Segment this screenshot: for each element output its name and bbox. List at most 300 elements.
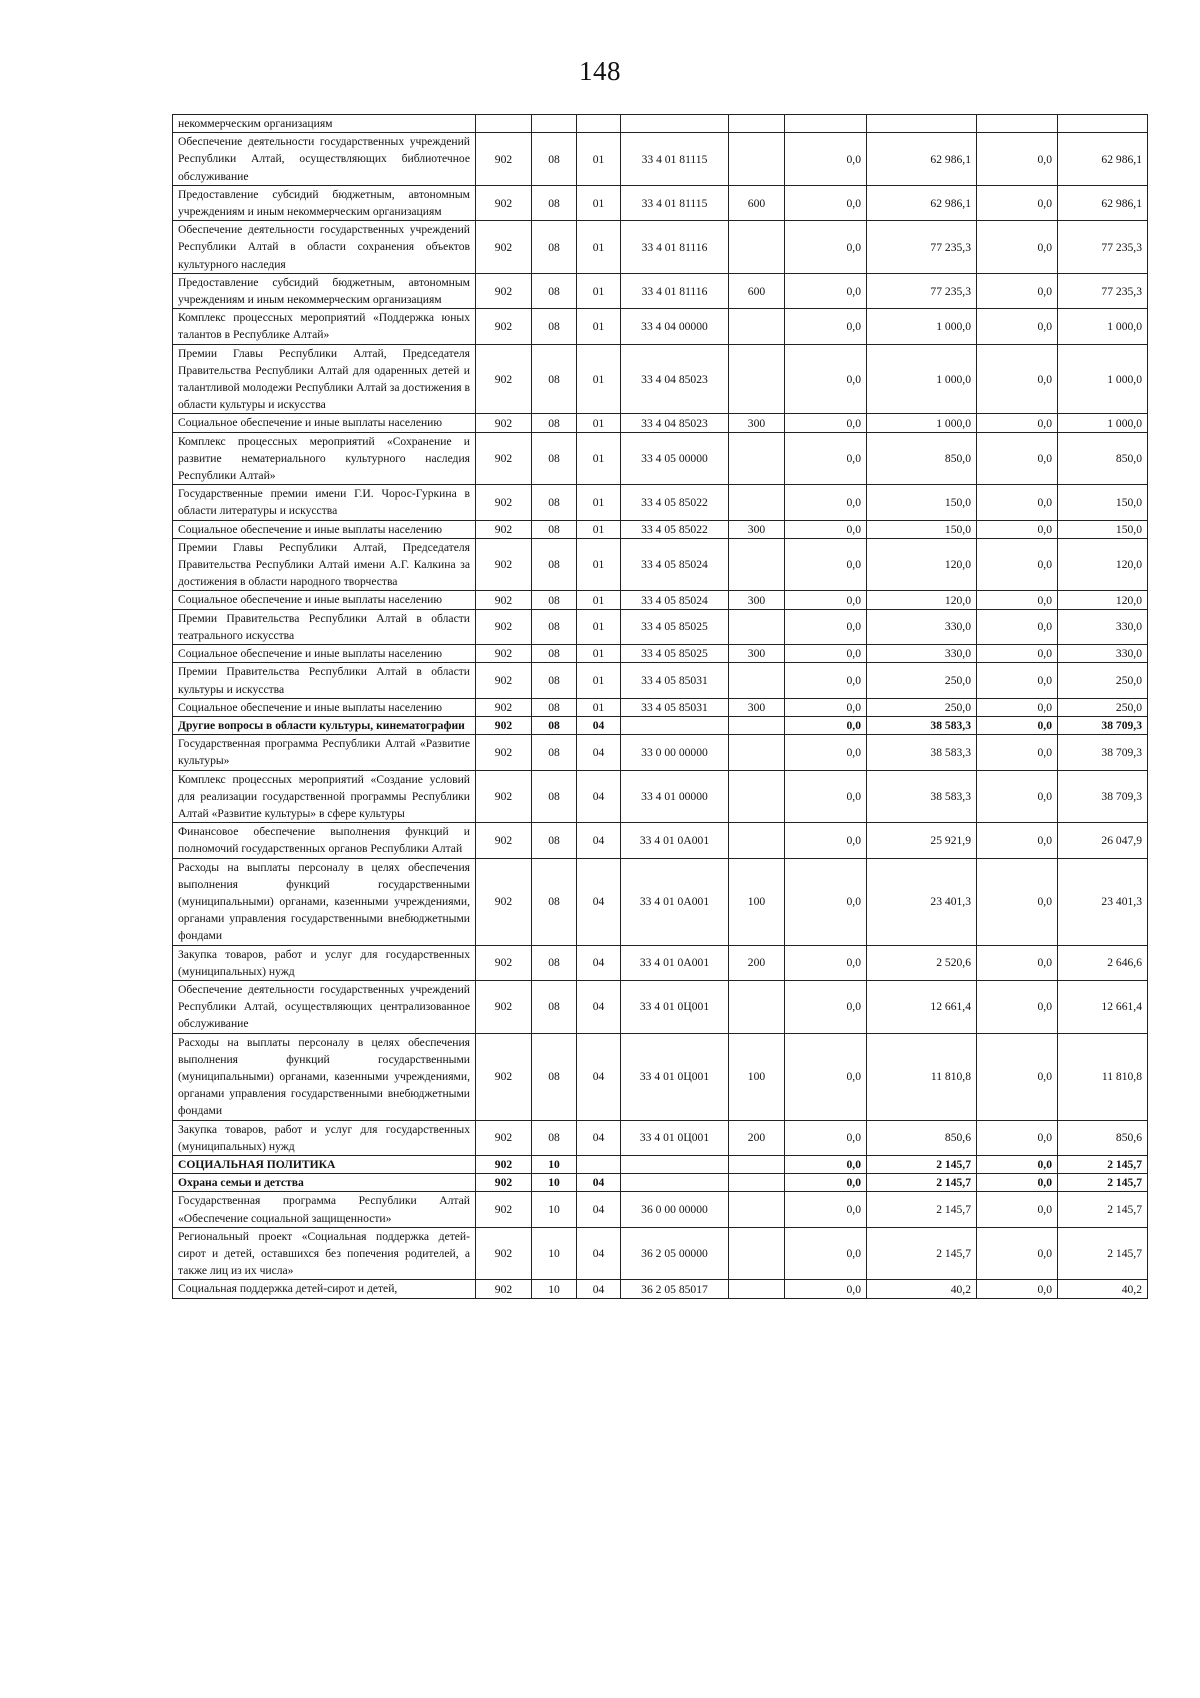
amount-1-cell: 0,0 (785, 485, 867, 520)
target-item-cell: 33 4 01 81116 (621, 273, 729, 308)
section-code-cell: 08 (532, 485, 577, 520)
target-item-cell: 33 4 05 85022 (621, 520, 729, 538)
ministry-code-cell: 902 (476, 414, 532, 432)
amount-2-cell: 25 921,9 (867, 823, 977, 858)
target-item-cell: 33 4 05 85031 (621, 698, 729, 716)
amount-4-cell: 11 810,8 (1058, 1033, 1148, 1120)
expense-type-cell (729, 221, 785, 274)
section-code-cell: 08 (532, 823, 577, 858)
amount-1-cell: 0,0 (785, 1174, 867, 1192)
amount-1-cell: 0,0 (785, 1192, 867, 1227)
row-name-cell: Региональный проект «Социальная поддержка детей-сирот и детей, оставшихся без попечения родителей, а также лиц из их числа» (173, 1227, 476, 1280)
amount-4-cell: 38 709,3 (1058, 770, 1148, 823)
section-code-cell: 08 (532, 221, 577, 274)
amount-1-cell: 0,0 (785, 344, 867, 414)
amount-1-cell: 0,0 (785, 698, 867, 716)
expense-type-cell: 600 (729, 185, 785, 220)
table-row (173, 1192, 1148, 1227)
amount-4-cell (1058, 115, 1148, 133)
expense-type-cell: 300 (729, 591, 785, 609)
subsection-code-cell: 01 (577, 133, 621, 186)
amount-4-cell: 150,0 (1058, 520, 1148, 538)
row-name-cell: Социальное обеспечение и иные выплаты населению (173, 414, 476, 432)
amount-2-cell: 2 145,7 (867, 1155, 977, 1173)
amount-1-cell: 0,0 (785, 735, 867, 770)
target-item-cell: 33 4 01 0Ц001 (621, 1120, 729, 1155)
table-row (173, 591, 1148, 609)
table-row (173, 980, 1148, 1033)
table-row (173, 858, 1148, 945)
expense-type-cell: 300 (729, 414, 785, 432)
section-code-cell: 08 (532, 344, 577, 414)
amount-3-cell: 0,0 (977, 1192, 1058, 1227)
subsection-code-cell (577, 1155, 621, 1173)
ministry-code-cell: 902 (476, 538, 532, 591)
subsection-code-cell: 01 (577, 414, 621, 432)
table-row (173, 414, 1148, 432)
row-name-cell: Государственная программа Республики Алтай «Развитие культуры» (173, 735, 476, 770)
table-row (173, 344, 1148, 414)
expense-type-cell (729, 823, 785, 858)
table-row (173, 1227, 1148, 1280)
target-item-cell: 33 4 01 0Ц001 (621, 1033, 729, 1120)
row-name-cell: Социальное обеспечение и иные выплаты населению (173, 591, 476, 609)
expense-type-cell (729, 663, 785, 698)
amount-4-cell: 2 646,6 (1058, 945, 1148, 980)
expense-type-cell (729, 735, 785, 770)
amount-1-cell: 0,0 (785, 645, 867, 663)
amount-4-cell: 330,0 (1058, 645, 1148, 663)
amount-2-cell: 330,0 (867, 609, 977, 644)
subsection-code-cell: 04 (577, 1033, 621, 1120)
section-code-cell: 08 (532, 645, 577, 663)
target-item-cell: 33 4 04 85023 (621, 344, 729, 414)
amount-1-cell: 0,0 (785, 1280, 867, 1298)
amount-2-cell: 77 235,3 (867, 221, 977, 274)
ministry-code-cell: 902 (476, 309, 532, 344)
amount-3-cell: 0,0 (977, 1174, 1058, 1192)
table-row (173, 1155, 1148, 1173)
expense-type-cell (729, 1280, 785, 1298)
table-row (173, 1174, 1148, 1192)
subsection-code-cell: 04 (577, 945, 621, 980)
table-row (173, 185, 1148, 220)
row-name-cell: Расходы на выплаты персоналу в целях обеспечения выполнения функций государственными (муниципальными) органами, казенными учреждениями, органами управления государственными внебюджетными фондами (173, 858, 476, 945)
amount-3-cell: 0,0 (977, 520, 1058, 538)
amount-3-cell: 0,0 (977, 823, 1058, 858)
amount-4-cell: 120,0 (1058, 591, 1148, 609)
amount-2-cell: 62 986,1 (867, 185, 977, 220)
ministry-code-cell: 902 (476, 221, 532, 274)
target-item-cell: 33 4 01 00000 (621, 770, 729, 823)
amount-4-cell: 12 661,4 (1058, 980, 1148, 1033)
row-name-cell: Социальное обеспечение и иные выплаты населению (173, 645, 476, 663)
ministry-code-cell: 902 (476, 823, 532, 858)
ministry-code-cell: 902 (476, 485, 532, 520)
subsection-code-cell: 01 (577, 344, 621, 414)
amount-3-cell: 0,0 (977, 538, 1058, 591)
amount-4-cell: 850,0 (1058, 432, 1148, 485)
amount-4-cell: 120,0 (1058, 538, 1148, 591)
amount-4-cell: 62 986,1 (1058, 185, 1148, 220)
amount-3-cell: 0,0 (977, 609, 1058, 644)
table-row (173, 645, 1148, 663)
target-item-cell (621, 716, 729, 734)
amount-2-cell: 1 000,0 (867, 414, 977, 432)
section-code-cell: 08 (532, 309, 577, 344)
amount-3-cell: 0,0 (977, 945, 1058, 980)
row-name-cell: Закупка товаров, работ и услуг для государственных (муниципальных) нужд (173, 945, 476, 980)
table-row (173, 520, 1148, 538)
amount-3-cell: 0,0 (977, 432, 1058, 485)
subsection-code-cell: 01 (577, 645, 621, 663)
amount-4-cell: 23 401,3 (1058, 858, 1148, 945)
amount-2-cell: 150,0 (867, 485, 977, 520)
amount-4-cell: 850,6 (1058, 1120, 1148, 1155)
ministry-code-cell: 902 (476, 770, 532, 823)
expense-type-cell (729, 538, 785, 591)
row-name-cell: Предоставление субсидий бюджетным, автономным учреждениям и иным некоммерческим организациям (173, 273, 476, 308)
amount-1-cell: 0,0 (785, 823, 867, 858)
section-code-cell: 10 (532, 1192, 577, 1227)
amount-1-cell: 0,0 (785, 1227, 867, 1280)
table-row (173, 698, 1148, 716)
target-item-cell: 33 4 05 85025 (621, 645, 729, 663)
expense-type-cell (729, 133, 785, 186)
expense-type-cell (729, 980, 785, 1033)
amount-2-cell: 11 810,8 (867, 1033, 977, 1120)
row-name-cell: Охрана семьи и детства (173, 1174, 476, 1192)
table-row (173, 538, 1148, 591)
section-code-cell: 08 (532, 945, 577, 980)
subsection-code-cell: 01 (577, 591, 621, 609)
amount-3-cell: 0,0 (977, 133, 1058, 186)
ministry-code-cell: 902 (476, 273, 532, 308)
amount-3-cell: 0,0 (977, 770, 1058, 823)
amount-3-cell: 0,0 (977, 309, 1058, 344)
row-name-cell: СОЦИАЛЬНАЯ ПОЛИТИКА (173, 1155, 476, 1173)
ministry-code-cell: 902 (476, 1033, 532, 1120)
section-code-cell: 08 (532, 980, 577, 1033)
amount-3-cell: 0,0 (977, 1120, 1058, 1155)
budget-table (172, 114, 1148, 1299)
amount-1-cell: 0,0 (785, 1120, 867, 1155)
subsection-code-cell: 04 (577, 735, 621, 770)
section-code-cell: 08 (532, 858, 577, 945)
subsection-code-cell: 04 (577, 770, 621, 823)
section-code-cell: 08 (532, 1120, 577, 1155)
expense-type-cell (729, 432, 785, 485)
section-code-cell: 10 (532, 1155, 577, 1173)
expense-type-cell (729, 115, 785, 133)
table-row (173, 716, 1148, 734)
amount-3-cell: 0,0 (977, 980, 1058, 1033)
ministry-code-cell: 902 (476, 1120, 532, 1155)
section-code-cell: 10 (532, 1174, 577, 1192)
amount-4-cell: 250,0 (1058, 698, 1148, 716)
section-code-cell: 08 (532, 414, 577, 432)
subsection-code-cell: 01 (577, 273, 621, 308)
amount-3-cell: 0,0 (977, 344, 1058, 414)
row-name-cell: Социальное обеспечение и иные выплаты населению (173, 698, 476, 716)
amount-1-cell: 0,0 (785, 770, 867, 823)
amount-1-cell: 0,0 (785, 538, 867, 591)
amount-4-cell: 2 145,7 (1058, 1227, 1148, 1280)
amount-2-cell: 38 583,3 (867, 735, 977, 770)
row-name-cell: Комплекс процессных мероприятий «Создание условий для реализации государственной программы Республики Алтай «Развитие культуры» в сфере культуры (173, 770, 476, 823)
row-name-cell: Обеспечение деятельности государственных учреждений Республики Алтай в области сохранения объектов культурного наследия (173, 221, 476, 274)
ministry-code-cell: 902 (476, 645, 532, 663)
row-name-cell: Премии Правительства Республики Алтай в области театрального искусства (173, 609, 476, 644)
amount-2-cell: 850,6 (867, 1120, 977, 1155)
subsection-code-cell: 04 (577, 980, 621, 1033)
amount-2-cell: 2 145,7 (867, 1227, 977, 1280)
amount-3-cell: 0,0 (977, 698, 1058, 716)
amount-2-cell: 1 000,0 (867, 309, 977, 344)
section-code-cell: 08 (532, 185, 577, 220)
table-row (173, 770, 1148, 823)
row-name-cell: некоммерческим организациям (173, 115, 476, 133)
subsection-code-cell (577, 115, 621, 133)
ministry-code-cell: 902 (476, 609, 532, 644)
amount-4-cell: 1 000,0 (1058, 309, 1148, 344)
subsection-code-cell: 01 (577, 663, 621, 698)
target-item-cell: 33 4 05 85031 (621, 663, 729, 698)
amount-2-cell: 23 401,3 (867, 858, 977, 945)
amount-4-cell: 1 000,0 (1058, 344, 1148, 414)
row-name-cell: Социальное обеспечение и иные выплаты населению (173, 520, 476, 538)
table-row (173, 945, 1148, 980)
amount-3-cell: 0,0 (977, 273, 1058, 308)
row-name-cell: Другие вопросы в области культуры, кинематографии (173, 716, 476, 734)
row-name-cell: Комплекс процессных мероприятий «Сохранение и развитие нематериального культурного наследия Республики Алтай» (173, 432, 476, 485)
expense-type-cell (729, 1192, 785, 1227)
expense-type-cell (729, 1227, 785, 1280)
ministry-code-cell: 902 (476, 663, 532, 698)
amount-2-cell (867, 115, 977, 133)
target-item-cell: 33 4 04 85023 (621, 414, 729, 432)
ministry-code-cell: 902 (476, 735, 532, 770)
amount-1-cell: 0,0 (785, 273, 867, 308)
amount-3-cell: 0,0 (977, 485, 1058, 520)
amount-3-cell: 0,0 (977, 591, 1058, 609)
amount-1-cell: 0,0 (785, 133, 867, 186)
row-name-cell: Премии Главы Республики Алтай, Председателя Правительства Республики Алтай для одаренных детей и талантливой молодежи Республики Алтай за достижения в области культуры и искусства (173, 344, 476, 414)
table-row (173, 221, 1148, 274)
amount-4-cell: 1 000,0 (1058, 414, 1148, 432)
target-item-cell: 33 4 01 0А001 (621, 858, 729, 945)
section-code-cell: 08 (532, 698, 577, 716)
amount-4-cell: 2 145,7 (1058, 1174, 1148, 1192)
amount-4-cell: 26 047,9 (1058, 823, 1148, 858)
amount-2-cell: 120,0 (867, 591, 977, 609)
table-row (173, 133, 1148, 186)
section-code-cell: 08 (532, 432, 577, 485)
expense-type-cell: 300 (729, 698, 785, 716)
section-code-cell: 08 (532, 133, 577, 186)
ministry-code-cell: 902 (476, 432, 532, 485)
row-name-cell: Расходы на выплаты персоналу в целях обеспечения выполнения функций государственными (муниципальными) органами, казенными учреждениями, органами управления государственными внебюджетными фондами (173, 1033, 476, 1120)
section-code-cell (532, 115, 577, 133)
ministry-code-cell: 902 (476, 716, 532, 734)
expense-type-cell (729, 609, 785, 644)
table-row (173, 309, 1148, 344)
page-number: 148 (579, 56, 621, 86)
subsection-code-cell: 04 (577, 1120, 621, 1155)
ministry-code-cell: 902 (476, 1192, 532, 1227)
amount-4-cell: 330,0 (1058, 609, 1148, 644)
section-code-cell: 08 (532, 735, 577, 770)
expense-type-cell: 200 (729, 945, 785, 980)
expense-type-cell: 200 (729, 1120, 785, 1155)
amount-1-cell: 0,0 (785, 716, 867, 734)
target-item-cell: 33 4 01 81115 (621, 133, 729, 186)
ministry-code-cell: 902 (476, 591, 532, 609)
section-code-cell: 08 (532, 770, 577, 823)
target-item-cell: 33 4 01 0Ц001 (621, 980, 729, 1033)
subsection-code-cell: 04 (577, 1192, 621, 1227)
expense-type-cell (729, 485, 785, 520)
amount-2-cell: 62 986,1 (867, 133, 977, 186)
amount-4-cell: 77 235,3 (1058, 273, 1148, 308)
row-name-cell: Обеспечение деятельности государственных учреждений Республики Алтай, осуществляющих централизованное обслуживание (173, 980, 476, 1033)
row-name-cell: Предоставление субсидий бюджетным, автономным учреждениям и иным некоммерческим организациям (173, 185, 476, 220)
ministry-code-cell: 902 (476, 1227, 532, 1280)
table-row (173, 1120, 1148, 1155)
amount-2-cell: 38 583,3 (867, 770, 977, 823)
table-row (173, 823, 1148, 858)
expense-type-cell (729, 309, 785, 344)
subsection-code-cell: 01 (577, 185, 621, 220)
expense-type-cell: 300 (729, 645, 785, 663)
row-name-cell: Обеспечение деятельности государственных учреждений Республики Алтай, осуществляющих библиотечное обслуживание (173, 133, 476, 186)
ministry-code-cell (476, 115, 532, 133)
amount-3-cell: 0,0 (977, 645, 1058, 663)
target-item-cell: 33 4 05 85024 (621, 591, 729, 609)
table-row (173, 735, 1148, 770)
amount-1-cell: 0,0 (785, 1033, 867, 1120)
table-row (173, 115, 1148, 133)
amount-2-cell: 150,0 (867, 520, 977, 538)
table-row (173, 432, 1148, 485)
amount-1-cell: 0,0 (785, 591, 867, 609)
amount-3-cell: 0,0 (977, 858, 1058, 945)
table-row (173, 609, 1148, 644)
amount-1-cell (785, 115, 867, 133)
target-item-cell: 36 2 05 85017 (621, 1280, 729, 1298)
expense-type-cell (729, 716, 785, 734)
table-row (173, 1280, 1148, 1298)
amount-3-cell: 0,0 (977, 1155, 1058, 1173)
target-item-cell: 36 2 05 00000 (621, 1227, 729, 1280)
amount-1-cell: 0,0 (785, 221, 867, 274)
target-item-cell: 33 4 01 81115 (621, 185, 729, 220)
expense-type-cell: 100 (729, 1033, 785, 1120)
amount-2-cell: 330,0 (867, 645, 977, 663)
row-name-cell: Закупка товаров, работ и услуг для государственных (муниципальных) нужд (173, 1120, 476, 1155)
row-name-cell: Премии Главы Республики Алтай, Председателя Правительства Республики Алтай имени А.Г. Калкина за достижения в области народного творчества (173, 538, 476, 591)
amount-3-cell: 0,0 (977, 1280, 1058, 1298)
subsection-code-cell: 04 (577, 823, 621, 858)
table-row (173, 485, 1148, 520)
amount-3-cell: 0,0 (977, 1033, 1058, 1120)
target-item-cell: 33 4 01 81116 (621, 221, 729, 274)
amount-2-cell: 250,0 (867, 663, 977, 698)
target-item-cell: 33 4 05 85022 (621, 485, 729, 520)
amount-2-cell: 2 520,6 (867, 945, 977, 980)
amount-1-cell: 0,0 (785, 414, 867, 432)
ministry-code-cell: 902 (476, 185, 532, 220)
ministry-code-cell: 902 (476, 980, 532, 1033)
ministry-code-cell: 902 (476, 1280, 532, 1298)
target-item-cell: 33 4 05 85024 (621, 538, 729, 591)
subsection-code-cell: 01 (577, 698, 621, 716)
subsection-code-cell: 01 (577, 609, 621, 644)
ministry-code-cell: 902 (476, 1155, 532, 1173)
amount-1-cell: 0,0 (785, 945, 867, 980)
amount-2-cell: 1 000,0 (867, 344, 977, 414)
amount-2-cell: 38 583,3 (867, 716, 977, 734)
ministry-code-cell: 902 (476, 858, 532, 945)
target-item-cell: 33 4 01 0А001 (621, 823, 729, 858)
target-item-cell (621, 1174, 729, 1192)
section-code-cell: 08 (532, 591, 577, 609)
expense-type-cell: 300 (729, 520, 785, 538)
table-row (173, 663, 1148, 698)
amount-3-cell: 0,0 (977, 716, 1058, 734)
amount-4-cell: 40,2 (1058, 1280, 1148, 1298)
row-name-cell: Социальная поддержка детей-сирот и детей, (173, 1280, 476, 1298)
amount-3-cell: 0,0 (977, 735, 1058, 770)
expense-type-cell (729, 770, 785, 823)
amount-1-cell: 0,0 (785, 858, 867, 945)
row-name-cell: Премии Правительства Республики Алтай в области культуры и искусства (173, 663, 476, 698)
subsection-code-cell: 04 (577, 1227, 621, 1280)
subsection-code-cell: 01 (577, 432, 621, 485)
row-name-cell: Государственные премии имени Г.И. Чорос-Гуркина в области литературы и искусства (173, 485, 476, 520)
section-code-cell: 08 (532, 1033, 577, 1120)
target-item-cell: 33 4 04 00000 (621, 309, 729, 344)
target-item-cell (621, 1155, 729, 1173)
section-code-cell: 10 (532, 1280, 577, 1298)
amount-3-cell (977, 115, 1058, 133)
amount-2-cell: 12 661,4 (867, 980, 977, 1033)
amount-1-cell: 0,0 (785, 980, 867, 1033)
subsection-code-cell: 04 (577, 1174, 621, 1192)
subsection-code-cell: 01 (577, 485, 621, 520)
amount-3-cell: 0,0 (977, 414, 1058, 432)
section-code-cell: 08 (532, 538, 577, 591)
ministry-code-cell: 902 (476, 1174, 532, 1192)
amount-1-cell: 0,0 (785, 185, 867, 220)
expense-type-cell (729, 344, 785, 414)
row-name-cell: Комплекс процессных мероприятий «Поддержка юных талантов в Республике Алтай» (173, 309, 476, 344)
amount-1-cell: 0,0 (785, 520, 867, 538)
subsection-code-cell: 01 (577, 520, 621, 538)
amount-3-cell: 0,0 (977, 1227, 1058, 1280)
subsection-code-cell: 01 (577, 538, 621, 591)
row-name-cell: Государственная программа Республики Алтай «Обеспечение социальной защищенности» (173, 1192, 476, 1227)
ministry-code-cell: 902 (476, 698, 532, 716)
amount-4-cell: 2 145,7 (1058, 1192, 1148, 1227)
amount-2-cell: 850,0 (867, 432, 977, 485)
section-code-cell: 08 (532, 663, 577, 698)
ministry-code-cell: 902 (476, 344, 532, 414)
subsection-code-cell: 04 (577, 858, 621, 945)
subsection-code-cell: 01 (577, 221, 621, 274)
amount-3-cell: 0,0 (977, 663, 1058, 698)
amount-2-cell: 250,0 (867, 698, 977, 716)
